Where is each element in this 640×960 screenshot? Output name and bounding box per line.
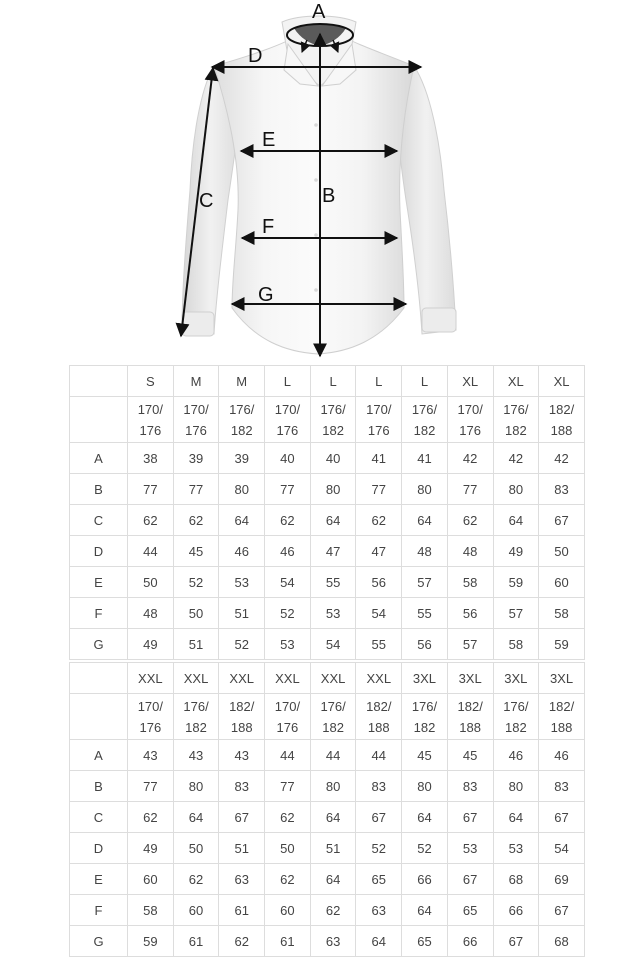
value-cell: 83	[539, 771, 585, 802]
measure-label-cell: G	[70, 926, 128, 957]
value-cell: 63	[356, 895, 402, 926]
height-header-cell: 170/ 176	[128, 397, 174, 443]
measure-label-cell: B	[70, 771, 128, 802]
size-header-cell: XXL	[173, 663, 219, 694]
value-cell: 67	[356, 802, 402, 833]
value-cell: 62	[219, 926, 265, 957]
value-cell: 64	[356, 926, 402, 957]
value-cell: 62	[310, 895, 356, 926]
value-cell: 54	[539, 833, 585, 864]
height-header-cell: 176/ 182	[402, 397, 448, 443]
table-row	[70, 771, 585, 802]
height-header-cell: 170/ 176	[128, 694, 174, 740]
height-header-cell: 182/ 188	[356, 694, 402, 740]
table-row	[70, 740, 585, 771]
height-header-cell: 182/ 188	[447, 694, 493, 740]
size-row	[70, 663, 585, 694]
value-cell: 45	[447, 740, 493, 771]
label-d: D	[248, 45, 263, 67]
value-cell: 67	[447, 802, 493, 833]
height-header-cell: 170/ 176	[173, 397, 219, 443]
value-cell: 83	[539, 474, 585, 505]
value-cell: 67	[219, 802, 265, 833]
value-cell: 77	[128, 474, 174, 505]
value-cell: 80	[402, 474, 448, 505]
table-row	[70, 802, 585, 833]
size-header-cell: XL	[539, 366, 585, 397]
value-cell: 64	[310, 505, 356, 536]
label-e: E	[262, 129, 276, 151]
value-cell: 56	[447, 598, 493, 629]
corner-cell	[70, 694, 128, 740]
value-cell: 67	[447, 864, 493, 895]
value-cell: 50	[173, 833, 219, 864]
value-cell: 53	[493, 833, 539, 864]
corner-cell	[70, 366, 128, 397]
corner-cell	[70, 663, 128, 694]
value-cell: 43	[173, 740, 219, 771]
value-cell: 57	[402, 567, 448, 598]
value-cell: 49	[128, 629, 174, 660]
value-cell: 80	[310, 771, 356, 802]
value-cell: 51	[173, 629, 219, 660]
value-cell: 53	[265, 629, 311, 660]
value-cell: 44	[128, 536, 174, 567]
height-header-cell: 176/ 182	[310, 694, 356, 740]
value-cell: 46	[265, 536, 311, 567]
value-cell: 62	[265, 505, 311, 536]
value-cell: 67	[539, 895, 585, 926]
value-cell: 52	[219, 629, 265, 660]
value-cell: 83	[447, 771, 493, 802]
measure-label-cell: G	[70, 629, 128, 660]
height-header-cell: 176/ 182	[310, 397, 356, 443]
value-cell: 42	[539, 443, 585, 474]
value-cell: 59	[539, 629, 585, 660]
size-table-2	[69, 662, 585, 957]
size-header-cell: M	[219, 366, 265, 397]
table-row	[70, 926, 585, 957]
value-cell: 52	[265, 598, 311, 629]
value-cell: 54	[265, 567, 311, 598]
value-cell: 53	[447, 833, 493, 864]
height-header-cell: 182/ 188	[539, 397, 585, 443]
value-cell: 77	[265, 771, 311, 802]
value-cell: 59	[128, 926, 174, 957]
measure-label-cell: A	[70, 740, 128, 771]
value-cell: 50	[539, 536, 585, 567]
size-header-cell: L	[356, 366, 402, 397]
size-header-cell: XXL	[310, 663, 356, 694]
height-row	[70, 694, 585, 740]
label-a: A	[312, 1, 326, 23]
label-c: C	[199, 190, 214, 212]
value-cell: 56	[402, 629, 448, 660]
size-header-cell: 3XL	[493, 663, 539, 694]
size-header-cell: L	[402, 366, 448, 397]
value-cell: 77	[356, 474, 402, 505]
table-row	[70, 505, 585, 536]
height-header-cell: 176/ 182	[173, 694, 219, 740]
value-cell: 58	[539, 598, 585, 629]
value-cell: 40	[265, 443, 311, 474]
value-cell: 69	[539, 864, 585, 895]
value-cell: 61	[265, 926, 311, 957]
size-header-cell: XL	[447, 366, 493, 397]
height-header-cell: 170/ 176	[356, 397, 402, 443]
value-cell: 77	[173, 474, 219, 505]
value-cell: 80	[219, 474, 265, 505]
measure-label-cell: D	[70, 536, 128, 567]
value-cell: 80	[493, 474, 539, 505]
size-header-cell: L	[310, 366, 356, 397]
value-cell: 45	[173, 536, 219, 567]
size-header-cell: 3XL	[447, 663, 493, 694]
value-cell: 68	[539, 926, 585, 957]
measure-label-cell: F	[70, 598, 128, 629]
value-cell: 57	[447, 629, 493, 660]
value-cell: 43	[219, 740, 265, 771]
value-cell: 77	[128, 771, 174, 802]
height-header-cell: 176/ 182	[493, 397, 539, 443]
label-g: G	[258, 284, 274, 306]
height-header-cell: 176/ 182	[219, 397, 265, 443]
value-cell: 62	[447, 505, 493, 536]
table-row	[70, 443, 585, 474]
height-header-cell: 170/ 176	[265, 694, 311, 740]
size-header-cell: XXL	[128, 663, 174, 694]
value-cell: 45	[402, 740, 448, 771]
measure-label-cell: C	[70, 505, 128, 536]
value-cell: 52	[356, 833, 402, 864]
value-cell: 63	[310, 926, 356, 957]
value-cell: 62	[265, 864, 311, 895]
value-cell: 48	[402, 536, 448, 567]
size-header-cell: XXL	[265, 663, 311, 694]
value-cell: 62	[173, 864, 219, 895]
height-header-cell: 170/ 176	[265, 397, 311, 443]
value-cell: 66	[493, 895, 539, 926]
value-cell: 39	[173, 443, 219, 474]
value-cell: 47	[310, 536, 356, 567]
value-cell: 52	[173, 567, 219, 598]
value-cell: 49	[493, 536, 539, 567]
height-header-cell: 170/ 176	[447, 397, 493, 443]
value-cell: 47	[356, 536, 402, 567]
value-cell: 55	[402, 598, 448, 629]
shirt-illustration	[0, 0, 640, 362]
value-cell: 64	[402, 895, 448, 926]
value-cell: 52	[402, 833, 448, 864]
value-cell: 60	[128, 864, 174, 895]
measure-label-cell: E	[70, 567, 128, 598]
value-cell: 80	[493, 771, 539, 802]
value-cell: 80	[173, 771, 219, 802]
value-cell: 39	[219, 443, 265, 474]
measure-label-cell: A	[70, 443, 128, 474]
value-cell: 58	[493, 629, 539, 660]
value-cell: 64	[402, 802, 448, 833]
value-cell: 65	[447, 895, 493, 926]
measure-label-cell: C	[70, 802, 128, 833]
value-cell: 46	[219, 536, 265, 567]
label-f: F	[262, 216, 275, 238]
value-cell: 83	[219, 771, 265, 802]
value-cell: 64	[310, 864, 356, 895]
value-cell: 44	[265, 740, 311, 771]
value-cell: 58	[128, 895, 174, 926]
table-row	[70, 474, 585, 505]
height-header-cell: 176/ 182	[493, 694, 539, 740]
value-cell: 43	[128, 740, 174, 771]
value-cell: 46	[539, 740, 585, 771]
table-row	[70, 895, 585, 926]
table-row	[70, 864, 585, 895]
measure-label-cell: B	[70, 474, 128, 505]
value-cell: 60	[173, 895, 219, 926]
value-cell: 65	[402, 926, 448, 957]
value-cell: 67	[539, 802, 585, 833]
value-cell: 62	[128, 505, 174, 536]
value-cell: 44	[356, 740, 402, 771]
value-cell: 64	[493, 802, 539, 833]
value-cell: 80	[310, 474, 356, 505]
value-cell: 38	[128, 443, 174, 474]
height-header-cell: 182/ 188	[539, 694, 585, 740]
value-cell: 77	[447, 474, 493, 505]
value-cell: 64	[402, 505, 448, 536]
value-cell: 41	[402, 443, 448, 474]
table-row	[70, 629, 585, 660]
value-cell: 64	[493, 505, 539, 536]
size-header-cell: XXL	[356, 663, 402, 694]
table-row	[70, 567, 585, 598]
value-cell: 54	[310, 629, 356, 660]
size-table-1	[69, 365, 585, 660]
size-header-cell: XL	[493, 366, 539, 397]
left-cuff	[182, 312, 214, 336]
value-cell: 60	[539, 567, 585, 598]
value-cell: 64	[219, 505, 265, 536]
value-cell: 46	[493, 740, 539, 771]
value-cell: 66	[402, 864, 448, 895]
value-cell: 50	[265, 833, 311, 864]
right-cuff	[422, 308, 456, 332]
value-cell: 54	[356, 598, 402, 629]
shirt-measurement-diagram	[0, 0, 640, 362]
value-cell: 53	[219, 567, 265, 598]
size-row	[70, 366, 585, 397]
value-cell: 56	[356, 567, 402, 598]
value-cell: 51	[219, 598, 265, 629]
value-cell: 60	[265, 895, 311, 926]
size-header-cell: 3XL	[402, 663, 448, 694]
value-cell: 48	[128, 598, 174, 629]
value-cell: 55	[356, 629, 402, 660]
table-row	[70, 536, 585, 567]
value-cell: 66	[447, 926, 493, 957]
size-header-cell: M	[173, 366, 219, 397]
table-row	[70, 833, 585, 864]
value-cell: 44	[310, 740, 356, 771]
value-cell: 62	[128, 802, 174, 833]
value-cell: 50	[128, 567, 174, 598]
measure-label-cell: E	[70, 864, 128, 895]
value-cell: 67	[539, 505, 585, 536]
value-cell: 59	[493, 567, 539, 598]
corner-cell	[70, 397, 128, 443]
table-row	[70, 598, 585, 629]
height-header-cell: 182/ 188	[219, 694, 265, 740]
value-cell: 42	[447, 443, 493, 474]
value-cell: 42	[493, 443, 539, 474]
value-cell: 65	[356, 864, 402, 895]
height-row	[70, 397, 585, 443]
value-cell: 58	[447, 567, 493, 598]
value-cell: 48	[447, 536, 493, 567]
value-cell: 57	[493, 598, 539, 629]
size-header-cell: S	[128, 366, 174, 397]
value-cell: 64	[173, 802, 219, 833]
value-cell: 62	[265, 802, 311, 833]
value-cell: 61	[219, 895, 265, 926]
value-cell: 51	[310, 833, 356, 864]
size-header-cell: 3XL	[539, 663, 585, 694]
measure-label-cell: F	[70, 895, 128, 926]
size-header-cell: XXL	[219, 663, 265, 694]
measure-label-cell: D	[70, 833, 128, 864]
height-header-cell: 176/ 182	[402, 694, 448, 740]
value-cell: 62	[356, 505, 402, 536]
value-cell: 53	[310, 598, 356, 629]
label-b: B	[322, 185, 336, 207]
value-cell: 61	[173, 926, 219, 957]
value-cell: 55	[310, 567, 356, 598]
value-cell: 63	[219, 864, 265, 895]
value-cell: 77	[265, 474, 311, 505]
value-cell: 68	[493, 864, 539, 895]
size-header-cell: L	[265, 366, 311, 397]
value-cell: 51	[219, 833, 265, 864]
value-cell: 49	[128, 833, 174, 864]
value-cell: 40	[310, 443, 356, 474]
value-cell: 64	[310, 802, 356, 833]
value-cell: 83	[356, 771, 402, 802]
value-cell: 62	[173, 505, 219, 536]
value-cell: 67	[493, 926, 539, 957]
value-cell: 41	[356, 443, 402, 474]
value-cell: 50	[173, 598, 219, 629]
value-cell: 80	[402, 771, 448, 802]
